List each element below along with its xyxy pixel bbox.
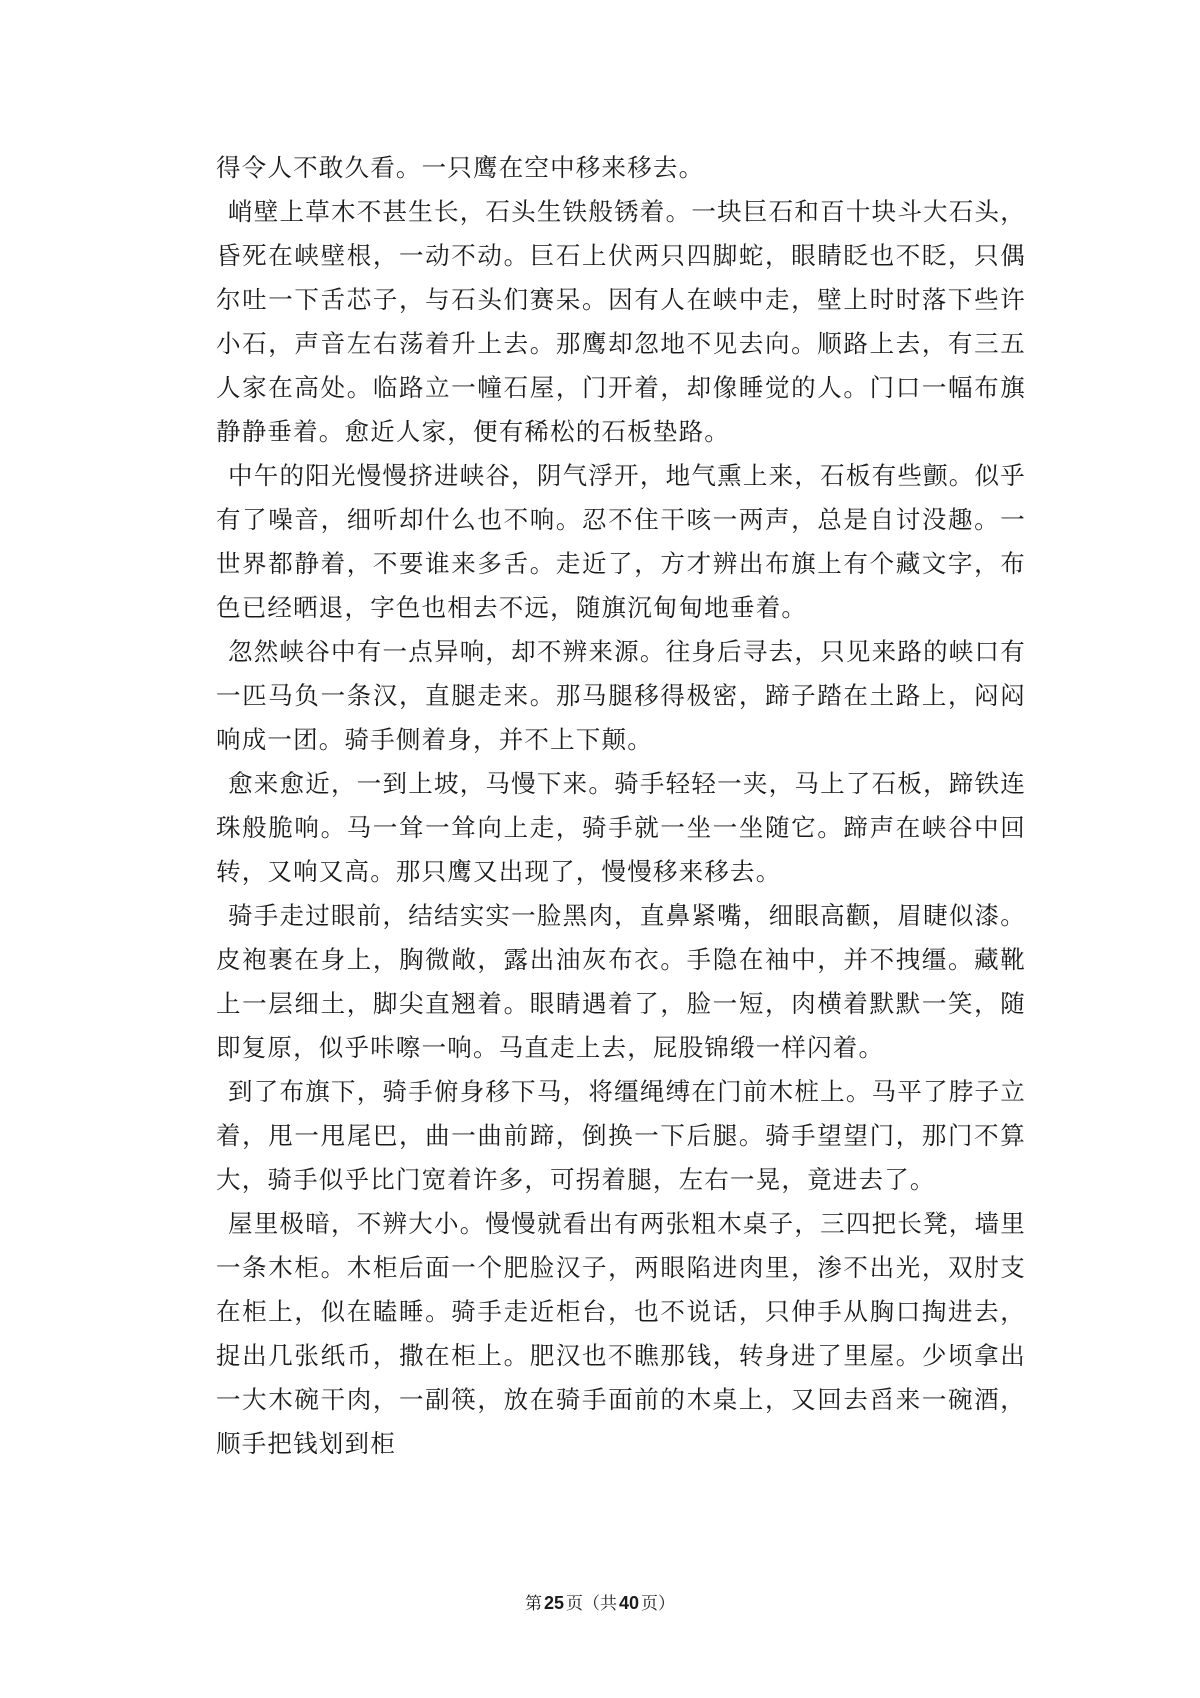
- footer-mid: 页（共: [566, 1594, 617, 1614]
- footer-prefix: 第: [524, 1594, 542, 1614]
- paragraph: 骑手走过眼前，结结实实一脸黑肉，直鼻紧嘴，细眼高颧，眉睫似漆。皮袍裹在身上，胸微敞，露出油灰布衣。手隐在袖中，并不拽缰。藏靴上一层细土，脚尖直翘着。眼睛遇着了，脸一短，肉横着默默一笑，随即复原，似乎咔嚓一响。马直走上去，屁股锦缎一样闪着。: [216, 901, 1026, 1062]
- paragraph: 到了布旗下，骑手俯身移下马，将缰绳缚在门前木桩上。马平了脖子立着，甩一甩尾巴，曲一曲前蹄，倒换一下后腿。骑手望望门，那门不算大，骑手似乎比门宽着许多，可拐着腿，左右一晃，竟进去了。: [216, 1077, 1026, 1194]
- current-page-number: 25: [543, 1593, 564, 1613]
- footer-suffix: 页）: [641, 1594, 676, 1614]
- paragraph: 得令人不敢久看。一只鹰在空中移来移去。: [216, 153, 705, 182]
- paragraph: 忽然峡谷中有一点异响，却不辨来源。往身后寻去，只见来路的峡口有一匹马负一条汉，直腿走来。那马腿移得极密，蹄子踏在土路上，闷闷响成一团。骑手侧着身，并不上下颠。: [216, 637, 1026, 754]
- paragraph: 中午的阳光慢慢挤进峡谷，阴气浮开，地气熏上来，石板有些颤。似乎有了噪音，细听却什么也不响。忍不住干咳一两声，总是自讨没趣。一世界都静着，不要谁来多舌。走近了，方才辨出布旗上有个藏文字，布色已经晒退，字色也相去不远，随旗沉甸甸地垂着。: [216, 461, 1026, 622]
- paragraph: 屋里极暗，不辨大小。慢慢就看出有两张粗木桌子，三四把长凳，墙里一条木柜。木柜后面一个肥脸汉子，两眼陷进肉里，渗不出光，双肘支在柜上，似在瞌睡。骑手走近柜台，也不说话，只伸手从胸口掏进去，捉出几张纸币，撒在柜上。肥汉也不瞧那钱，转身进了里屋。少顷拿出一大木碗干肉，一副筷，放在骑手面前的木桌上，又回去舀来一碗酒，顺手把钱划到柜: [216, 1209, 1026, 1458]
- total-page-number: 40: [619, 1593, 640, 1613]
- body-text: [216, 146, 1026, 1466]
- paragraph: 峭壁上草木不甚生长，石头生铁般锈着。一块巨石和百十块斗大石头，昏死在峡壁根，一动不动。巨石上伏两只四脚蛇，眼睛眨也不眨，只偶尔吐一下舌芯子，与石头们赛呆。因有人在峡中走，壁上时时落下些许小石，声音左右荡着升上去。那鹰却忽地不见去向。顺路上去，有三五人家在高处。临路立一幢石屋，门开着，却像睡觉的人。门口一幅布旗静静垂着。愈近人家，便有稀松的石板垫路。: [216, 197, 1026, 446]
- page-footer: [0, 1591, 1200, 1616]
- paragraph: 愈来愈近，一到上坡，马慢下来。骑手轻轻一夹，马上了石板，蹄铁连珠般脆响。马一耸一耸向上走，骑手就一坐一坐随它。蹄声在峡谷中回转，又响又高。那只鹰又出现了，慢慢移来移去。: [216, 769, 1026, 886]
